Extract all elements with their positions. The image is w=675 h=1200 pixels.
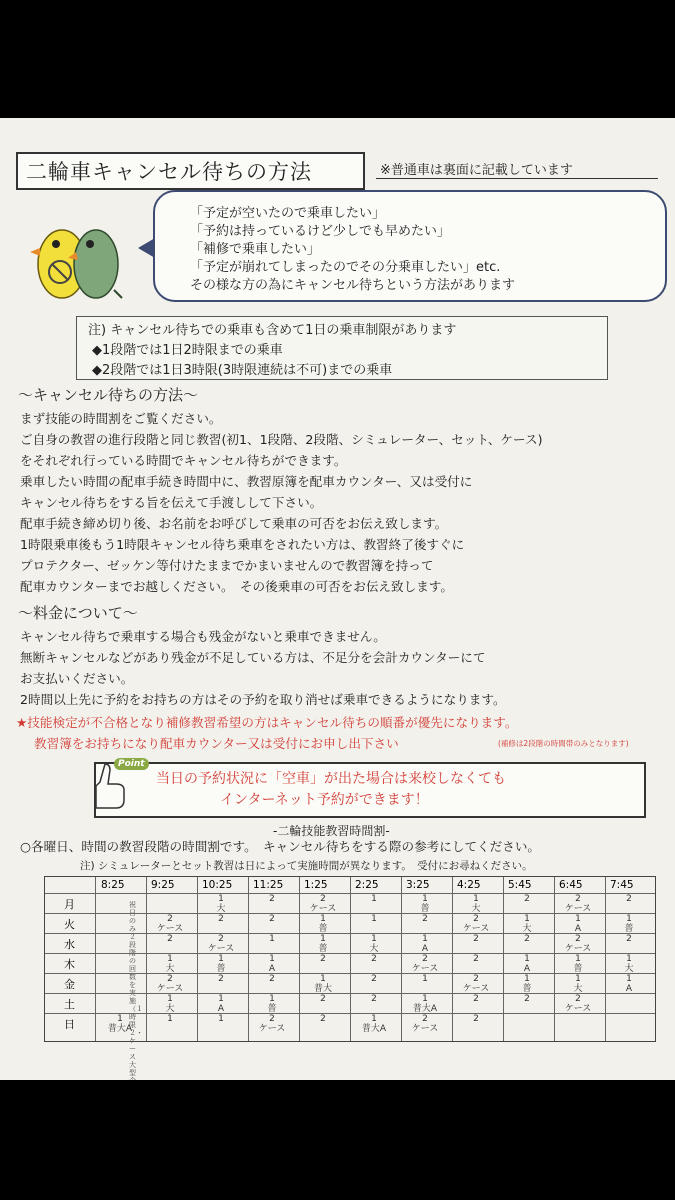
method-line-5: キャンセル待ちをする旨を伝えて手渡しして下さい。 xyxy=(20,495,323,510)
caution-line-2: ◆1段階では1日2時限までの乗車 xyxy=(92,343,283,358)
table-col-line xyxy=(350,877,351,1041)
time-header: 4:25 xyxy=(457,879,481,891)
schedule-cell: 2 ケース xyxy=(564,934,592,954)
table-col-line xyxy=(248,877,249,1041)
schedule-cell: 1 xyxy=(269,934,275,944)
schedule-cell: 1 A xyxy=(268,954,276,974)
schedule-cell: 2 ケース xyxy=(462,974,490,994)
day-label: 月 xyxy=(64,898,75,911)
schedule-cell: 1 大 xyxy=(165,994,175,1014)
time-header: 5:45 xyxy=(508,879,532,891)
method-line-7: 1時限乗車後もう1時限キャンセル待ち乗車をされたい方は、教習終了後すぐに xyxy=(20,537,465,552)
point-badge: Point xyxy=(114,758,149,770)
schedule-cell: 2 ケース xyxy=(309,894,337,914)
method-line-1: まず技能の時間割をご覧ください。 xyxy=(20,411,222,426)
time-header: 2:25 xyxy=(355,879,379,891)
bubble-line-1: 「予定が空いたので乗車したい」 xyxy=(190,206,386,221)
fee-red-line-1: ★技能検定が不合格となり補修教習希望の方はキャンセル待ちの順番が優先になります。 xyxy=(16,715,518,730)
page-title: 二輪車キャンセル待ちの方法 xyxy=(26,160,312,184)
top-note-underline xyxy=(376,178,658,179)
caution-line-3: ◆2段階では1日3時限(3時限連続は不可)までの乗車 xyxy=(92,363,393,378)
schedule-cell: 1 普 xyxy=(318,934,328,954)
bubble-line-3: 「補修で乗車したい」 xyxy=(190,242,321,257)
schedule-cell: 1 普大A xyxy=(107,1014,133,1034)
table-col-line xyxy=(554,877,555,1041)
schedule-cell: 1 大 xyxy=(216,894,226,914)
schedule-cell: 2 ケース xyxy=(156,974,184,994)
table-col-line xyxy=(401,877,402,1041)
schedule-cell: 1 A xyxy=(574,914,582,934)
schedule-cell: 2 xyxy=(473,994,479,1004)
time-header: 3:25 xyxy=(406,879,430,891)
schedule-title: -二輪技能教習時間割- xyxy=(273,824,390,838)
caution-line-1: 注) キャンセル待ちでの乗車も含めて1日の乗車制限があります xyxy=(88,323,457,338)
schedule-cell: 2 ケース xyxy=(258,1014,286,1034)
table-col-line xyxy=(95,877,96,1041)
schedule-cell: 2 xyxy=(422,914,428,924)
time-header: 6:45 xyxy=(559,879,583,891)
table-col-line xyxy=(197,877,198,1041)
fee-line-3: お支払いください。 xyxy=(20,671,134,686)
fee-line-4: 2時間以上先に予約をお持ちの方はその予約を取り消せば乗車できるようになります。 xyxy=(20,692,506,707)
schedule-cell: 1 普 xyxy=(267,994,277,1014)
day-label: 日 xyxy=(64,1018,75,1031)
schedule-cell: 2 xyxy=(320,954,326,964)
day-label: 金 xyxy=(64,978,75,991)
schedule-cell: 2 ケース xyxy=(207,934,235,954)
schedule-cell: 1 大 xyxy=(471,894,481,914)
schedule-cell: 1 A xyxy=(523,954,531,974)
bottom-black-band xyxy=(0,1080,675,1200)
table-col-line xyxy=(299,877,300,1041)
schedule-cell: 2 xyxy=(269,974,275,984)
schedule-cell: 1 普大A xyxy=(412,994,438,1014)
table-col-line xyxy=(605,877,606,1041)
fee-line-2: 無断キャンセルなどがあり残金が不足している方は、不足分を会計カウンターにて xyxy=(20,650,486,665)
schedule-cell: 2 xyxy=(626,894,632,904)
time-header: 11:25 xyxy=(253,879,284,891)
schedule-cell: 2 ケース xyxy=(462,914,490,934)
table-col-line xyxy=(146,877,147,1041)
schedule-cell: 1 普 xyxy=(318,914,328,934)
time-header: 7:45 xyxy=(610,879,634,891)
schedule-cell: 2 ケース xyxy=(156,914,184,934)
schedule-cell: 1 普大 xyxy=(313,974,332,994)
document-page xyxy=(0,118,675,1080)
green-bird-icon xyxy=(74,230,118,298)
schedule-cell: 2 xyxy=(524,894,530,904)
time-header: 1:25 xyxy=(304,879,328,891)
schedule-cell: 2 ケース xyxy=(411,1014,439,1034)
day-label: 土 xyxy=(64,998,75,1011)
schedule-cell: 1 xyxy=(422,974,428,984)
schedule-cell: 1 大 xyxy=(369,934,379,954)
top-note: ※普通車は裏面に記載しています xyxy=(380,163,573,178)
schedule-cell: 2 xyxy=(371,974,377,984)
schedule-cell: 2 ケース xyxy=(564,894,592,914)
schedule-cell: 2 xyxy=(320,1014,326,1024)
schedule-cell: 2 xyxy=(473,934,479,944)
schedule-cell: 1 普 xyxy=(624,914,634,934)
schedule-cell: 1 普 xyxy=(420,894,430,914)
fee-heading: 〜料金について〜 xyxy=(18,604,138,622)
schedule-cell: 2 xyxy=(320,994,326,1004)
fee-red-small: (補修は2段階の時間帯のみとなります) xyxy=(498,739,629,748)
schedule-cell: 1 大 xyxy=(165,954,175,974)
method-line-6: 配車手続き締め切り後、お名前をお呼びして乗車の可否をお伝え致します。 xyxy=(20,516,448,531)
schedule-cell: 2 xyxy=(626,934,632,944)
method-line-9: 配車カウンターまでお越しください。 その後乗車の可否をお伝え致します。 xyxy=(20,579,453,594)
schedule-cell: 2 xyxy=(473,1014,479,1024)
time-header: 10:25 xyxy=(202,879,233,891)
day-label: 火 xyxy=(64,918,75,931)
bubble-line-2: 「予約は持っているけど少しでも早めたい」 xyxy=(190,224,451,239)
day-label: 木 xyxy=(64,958,75,971)
birds-illustration xyxy=(24,206,134,316)
schedule-cell: 2 xyxy=(167,934,173,944)
schedule-cell: 1 大 xyxy=(624,954,634,974)
schedule-cell: 2 xyxy=(524,994,530,1004)
point-line-1: 当日の予約状況に「空車」が出た場合は来校しなくても xyxy=(156,771,506,787)
schedule-cell: 2 xyxy=(371,994,377,1004)
method-line-2: ご自身の教習の進行段階と同じ教習(初1、1段階、2段階、シミュレーター、セット、ケース) xyxy=(20,432,543,447)
bubble-line-5: その様な方の為にキャンセル待ちという方法があります xyxy=(190,278,516,293)
schedule-cell: 1 A xyxy=(217,994,225,1014)
schedule-cell: 1 普 xyxy=(573,954,583,974)
schedule-cell: 1 xyxy=(371,894,377,904)
method-line-4: 乗車したい時間の配車手続き時間中に、教習原簿を配車カウンター、又は受付に xyxy=(20,474,473,489)
time-header: 8:25 xyxy=(101,879,125,891)
schedule-cell: 1 大 xyxy=(522,914,532,934)
table-col-line xyxy=(503,877,504,1041)
schedule-vertical-note: 祝日のみ２段階の回数を実施（１時限２・ケース大型 xyxy=(129,901,143,1077)
method-line-3: をそれぞれ行っている時間でキャンセル待ちができます。 xyxy=(20,453,347,468)
fee-red-line-2: 教習簿をお持ちになり配車カウンター又は受付にお申し出下さい xyxy=(34,736,399,751)
method-line-8: プロテクター、ゼッケン等付けたままでかまいませんので教習簿を持って xyxy=(20,558,434,573)
schedule-table xyxy=(44,876,656,1077)
schedule-cell: 1 A xyxy=(421,934,429,954)
schedule-cell: 1 普 xyxy=(216,954,226,974)
schedule-cell: 1 xyxy=(167,1014,173,1024)
schedule-cell: 2 xyxy=(524,934,530,944)
bubble-line-4: 「予定が崩れてしまったのでその分乗車したい」etc. xyxy=(190,260,501,275)
point-line-2: インターネット予約ができます！ xyxy=(220,792,429,808)
schedule-cell: 2 xyxy=(473,954,479,964)
table-col-line xyxy=(452,877,453,1041)
method-heading: 〜キャンセル待ちの方法〜 xyxy=(18,386,199,404)
schedule-cell: 2 xyxy=(269,894,275,904)
day-label: 水 xyxy=(64,938,75,951)
schedule-cell: 1 普大A xyxy=(361,1014,387,1034)
time-header: 9:25 xyxy=(151,879,175,891)
schedule-cell: 2 xyxy=(269,914,275,924)
schedule-cell: 1 xyxy=(371,914,377,924)
schedule-subtitle: ○各曜日、時間の教習段階の時間割です。 キャンセル待ちをする際の参考にしてください。 xyxy=(20,839,541,854)
schedule-cell: 2 ケース xyxy=(411,954,439,974)
schedule-cell: 2 xyxy=(218,914,224,924)
schedule-cell: 2 xyxy=(371,954,377,964)
schedule-cell: 2 ケース xyxy=(564,994,592,1014)
schedule-cell: 1 A xyxy=(625,974,633,994)
schedule-cell: 2 xyxy=(218,974,224,984)
schedule-cell: 1 大 xyxy=(573,974,583,994)
schedule-cell: 1 普 xyxy=(522,974,532,994)
fee-line-1: キャンセル待ちで乗車する場合も残金がないと乗車できません。 xyxy=(20,629,386,644)
schedule-cell: 1 xyxy=(218,1014,224,1024)
schedule-note: 注) シミュレーターとセット教習は日によって実施時間が異なります。 受付にお尋ねください。 xyxy=(80,860,533,872)
